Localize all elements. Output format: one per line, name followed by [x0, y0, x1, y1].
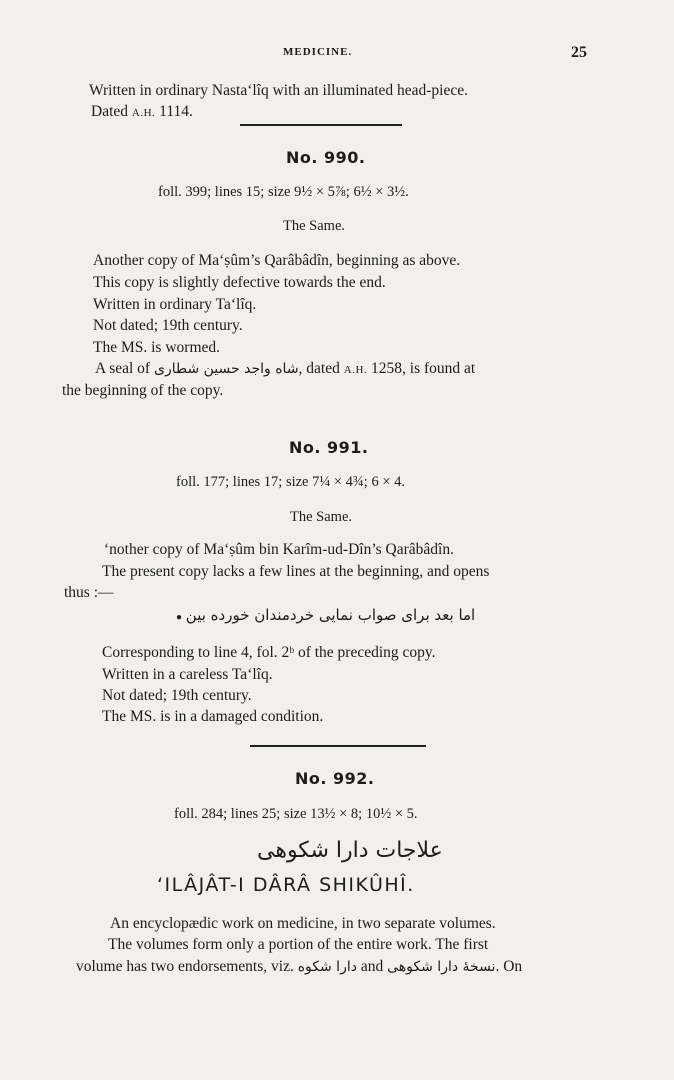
text-line: The present copy lacks a few lines at the beginning, and opens [102, 563, 490, 580]
seal-arabic: شاه واجد حسین شطاری [153, 361, 299, 377]
running-title: MEDICINE. [283, 46, 353, 58]
entry-subtitle-990: The Same. [283, 218, 346, 234]
text-line: Written in ordinary Ta‘lîq. [93, 296, 257, 313]
text-line: volume has two endorsements, viz. دارا شکوه and نسخهٔ دارا شکوهی. On [76, 958, 523, 975]
entry-number-991: No. 991. [289, 438, 369, 457]
entry-subtitle-991: The Same. [290, 509, 353, 525]
section-divider [240, 124, 402, 126]
text-line: The MS. is in a damaged condition. [102, 708, 324, 725]
text-line: The MS. is wormed. [93, 339, 221, 356]
folio-info-991: foll. 177; lines 17; size 7¼ × 4¾; 6 × 4. [176, 474, 406, 490]
text-line: This copy is slightly defective towards the end. [93, 274, 386, 291]
text-line: Not dated; 19th century. [102, 687, 252, 704]
entry-number-992: No. 992. [295, 769, 375, 788]
arabic-quote-text: اما بعد برای صواب نمایی خردمندان خورده بین [185, 606, 476, 624]
text-line: Another copy of Ma‘ṣûm’s Qarâbâdîn, beginning as above. [93, 252, 461, 269]
text-line: Corresponding to line 4, fol. 2ᵇ of the preceding copy. [102, 644, 436, 661]
text-line: An encyclopædic work on medicine, in two separate volumes. [110, 915, 496, 932]
text-line: Written in ordinary Nasta‘lîq with an illuminated head-piece. [89, 82, 469, 99]
page-number: 25 [571, 44, 587, 61]
section-divider [250, 745, 426, 747]
work-title: ‘ILÂJÂT-I DÂRÂ SHIKÛHÎ. [157, 874, 415, 896]
seal-line: A seal of شاه واجد حسین شطاری, dated A.H. 1258, is found at [95, 360, 476, 377]
text-line: the beginning of the copy. [62, 382, 224, 399]
entry-number-990: No. 990. [286, 148, 366, 167]
text-line: Dated A.H. 1114. [91, 103, 193, 120]
text-line: Not dated; 19th century. [93, 317, 243, 334]
folio-info-990: foll. 399; lines 15; size 9½ × 5⅞; 6½ × 3½. [158, 184, 409, 200]
text-line: The volumes form only a portion of the entire work. The first [108, 936, 489, 953]
arabic-title: علاجات دارا شکوهی [257, 838, 443, 863]
text-line: Written in a careless Ta‘lîq. [102, 666, 273, 683]
folio-info-992: foll. 284; lines 25; size 13½ × 8; 10½ × 5. [174, 806, 418, 822]
arabic-quote: ● اما بعد برای صواب نمایی خردمندان خورده بین [176, 606, 476, 624]
text-line: ‘nother copy of Ma‘ṣûm bin Karîm-ud-Dîn’s Qarâbâdîn. [104, 541, 454, 558]
text-line: thus :— [64, 584, 114, 601]
